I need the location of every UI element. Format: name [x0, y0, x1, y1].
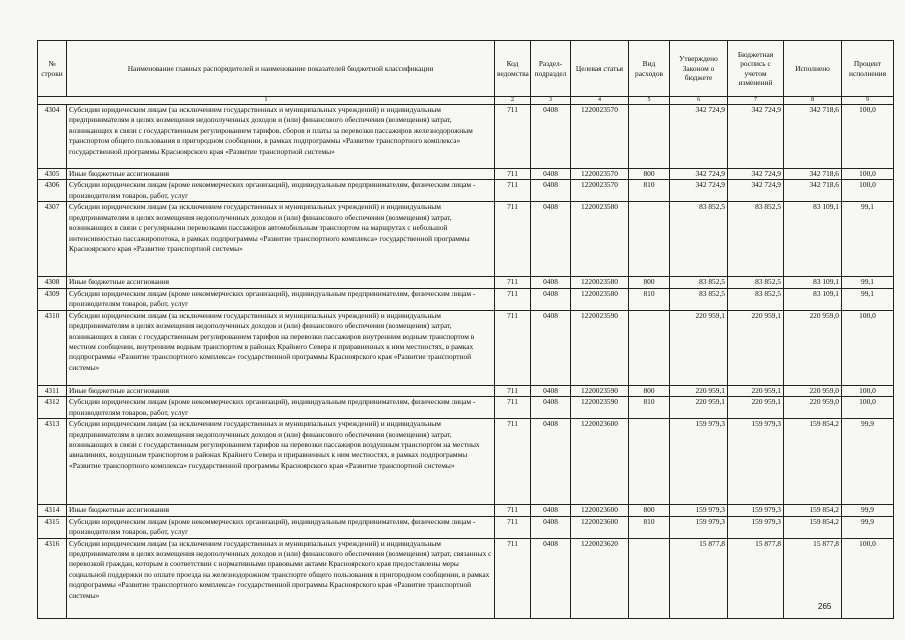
table-row — [38, 516, 894, 538]
budget-schedule-cell: 220 959,1 — [728, 397, 784, 419]
row-name-cell: Субсидии юридическим лицам (кроме некоммерческих организаций), индивидуальным предпринимателям, физическим лицам - производителям товаров, работ, услуг — [67, 180, 495, 202]
expense-type-cell — [629, 202, 670, 277]
target-article-cell: 1220023580 — [571, 202, 629, 277]
table-row — [38, 385, 894, 396]
table-row — [38, 538, 894, 618]
header-approved: Утверждено Законом о бюджете — [670, 41, 728, 97]
expense-type-cell — [629, 105, 670, 169]
target-article-cell: 1220023600 — [571, 516, 629, 538]
column-number: 5 — [629, 97, 670, 105]
department-code-cell: 711 — [495, 505, 531, 516]
department-code-cell: 711 — [495, 419, 531, 505]
executed-amount-cell: 220 959,0 — [784, 310, 842, 385]
column-number: 2 — [495, 97, 531, 105]
budget-schedule-cell: 220 959,1 — [728, 385, 784, 396]
row-number-cell: 4306 — [38, 180, 67, 202]
column-number: 7 — [728, 97, 784, 105]
section-code-cell: 0408 — [531, 397, 571, 419]
section-code-cell: 0408 — [531, 419, 571, 505]
header-row-number: № строки — [38, 41, 67, 97]
header-name: Наименование главных распорядителей и наименование показателей бюджетной классификации — [67, 41, 495, 97]
section-code-cell: 0408 — [531, 288, 571, 310]
percent-cell: 100,0 — [842, 538, 894, 618]
row-number-cell: 4315 — [38, 516, 67, 538]
table-row — [38, 419, 894, 505]
percent-cell: 99,9 — [842, 516, 894, 538]
target-article-cell: 1220023600 — [571, 505, 629, 516]
header-expense-type: Вид расходов — [629, 41, 670, 97]
row-name-cell: Субсидии юридическим лицам (за исключением государственных и муниципальных учреждений) и индивидуальным предпринимателям в целях возмещения недополученных доходов и (или) финансового обеспечения (возмещения) затрат, возникающих в связи с государственным регулированием тарифов на перевозки пассажиров воздушным транспортом на местных авиалиниях, воздушным транспортом в районах Крайнего Севера и приравненных к ним местностях, в рамках подпрограммы «Развитие транспортного комплекса» государственной программы Красноярского края «Развитие транспортной системы» — [67, 419, 495, 505]
row-name-cell: Субсидии юридическим лицам (за исключением государственных и муниципальных учреждений) и индивидуальным предпринимателям в целях возмещения недополученных доходов и (или) финансового обеспечения (возмещения) затрат, связанных с перевозкой граждан, которым в соответствии с нормативными правовыми актами Красноярского края предоставлены меры социальной поддержки по оплате проезда на железнодорожном транспорте общего пользования в пригородном сообщении, в рамках подпрограммы «Развитие транспортного комплекса» государственной программы Красноярского края «Развитие транспортной системы» — [67, 538, 495, 618]
budget-schedule-cell: 159 979,3 — [728, 419, 784, 505]
table-row — [38, 277, 894, 288]
approved-amount-cell: 159 979,3 — [670, 419, 728, 505]
expense-type-cell: 800 — [629, 169, 670, 180]
budget-schedule-cell: 342 724,9 — [728, 180, 784, 202]
budget-schedule-cell: 342 724,9 — [728, 169, 784, 180]
page-number: 265 — [818, 602, 832, 611]
executed-amount-cell: 220 959,0 — [784, 397, 842, 419]
executed-amount-cell: 83 109,1 — [784, 202, 842, 277]
row-number-cell: 4313 — [38, 419, 67, 505]
percent-cell: 99,9 — [842, 419, 894, 505]
approved-amount-cell: 220 959,1 — [670, 385, 728, 396]
target-article-cell: 1220023580 — [571, 277, 629, 288]
executed-amount-cell: 159 854,2 — [784, 419, 842, 505]
percent-cell: 100,0 — [842, 169, 894, 180]
header-department-code: Код ведомства — [495, 41, 531, 97]
target-article-cell: 1220023570 — [571, 105, 629, 169]
department-code-cell: 711 — [495, 538, 531, 618]
approved-amount-cell: 342 724,9 — [670, 105, 728, 169]
row-number-cell: 4312 — [38, 397, 67, 419]
section-code-cell: 0408 — [531, 310, 571, 385]
section-code-cell: 0408 — [531, 516, 571, 538]
section-code-cell: 0408 — [531, 277, 571, 288]
target-article-cell: 1220023590 — [571, 385, 629, 396]
section-code-cell: 0408 — [531, 385, 571, 396]
percent-cell: 100,0 — [842, 397, 894, 419]
department-code-cell: 711 — [495, 516, 531, 538]
department-code-cell: 711 — [495, 169, 531, 180]
percent-cell: 100,0 — [842, 180, 894, 202]
table-row — [38, 288, 894, 310]
budget-table — [37, 40, 894, 619]
executed-amount-cell: 83 109,1 — [784, 277, 842, 288]
department-code-cell: 711 — [495, 310, 531, 385]
row-number-cell: 4307 — [38, 202, 67, 277]
department-code-cell: 711 — [495, 397, 531, 419]
table-row — [38, 397, 894, 419]
row-name-cell: Иные бюджетные ассигнования — [67, 505, 495, 516]
column-number: 1 — [38, 97, 495, 105]
row-number-cell: 4304 — [38, 105, 67, 169]
approved-amount-cell: 220 959,1 — [670, 310, 728, 385]
column-number: 3 — [531, 97, 571, 105]
budget-schedule-cell: 159 979,3 — [728, 505, 784, 516]
approved-amount-cell: 342 724,9 — [670, 169, 728, 180]
row-number-cell: 4314 — [38, 505, 67, 516]
table-body — [38, 105, 894, 619]
approved-amount-cell: 83 852,5 — [670, 288, 728, 310]
table-row — [38, 202, 894, 277]
expense-type-cell: 810 — [629, 288, 670, 310]
header-executed: Исполнено — [784, 41, 842, 97]
row-name-cell: Субсидии юридическим лицам (кроме некоммерческих организаций), индивидуальным предпринимателям, физическим лицам - производителям товаров, работ, услуг — [67, 397, 495, 419]
department-code-cell: 711 — [495, 202, 531, 277]
percent-cell: 100,0 — [842, 310, 894, 385]
row-name-cell: Иные бюджетные ассигнования — [67, 385, 495, 396]
percent-cell: 99,9 — [842, 505, 894, 516]
table-row — [38, 169, 894, 180]
section-code-cell: 0408 — [531, 180, 571, 202]
approved-amount-cell: 83 852,5 — [670, 277, 728, 288]
row-name-cell: Субсидии юридическим лицам (за исключением государственных и муниципальных учреждений) и индивидуальным предпринимателям в целях возмещения недополученных доходов и (или) финансового обеспечения (возмещения) затрат, возникающих в связи с регулярными перевозками пассажиров автомобильным транспортом на маршрутах с небольшой интенсивностью пассажиропотока, в рамках подпрограммы «Развитие транспортного комплекса» государственной программы Красноярского края «Развитие транспортной системы» — [67, 202, 495, 277]
approved-amount-cell: 159 979,3 — [670, 505, 728, 516]
budget-schedule-cell: 15 877,8 — [728, 538, 784, 618]
header-target-article: Целевая статья — [571, 41, 629, 97]
row-number-cell: 4308 — [38, 277, 67, 288]
percent-cell: 99,1 — [842, 277, 894, 288]
column-number-row — [38, 97, 894, 105]
budget-schedule-cell: 342 724,9 — [728, 105, 784, 169]
approved-amount-cell: 15 877,8 — [670, 538, 728, 618]
approved-amount-cell: 159 979,3 — [670, 516, 728, 538]
budget-schedule-cell: 220 959,1 — [728, 310, 784, 385]
column-number: 9 — [842, 97, 894, 105]
table-row — [38, 180, 894, 202]
target-article-cell: 1220023570 — [571, 180, 629, 202]
section-code-cell: 0408 — [531, 169, 571, 180]
section-code-cell: 0408 — [531, 105, 571, 169]
column-number: 4 — [571, 97, 629, 105]
target-article-cell: 1220023620 — [571, 538, 629, 618]
department-code-cell: 711 — [495, 277, 531, 288]
row-name-cell: Субсидии юридическим лицам (кроме некоммерческих организаций), индивидуальным предпринимателям, физическим лицам - производителям товаров, работ, услуг — [67, 288, 495, 310]
row-number-cell: 4310 — [38, 310, 67, 385]
expense-type-cell: 800 — [629, 505, 670, 516]
target-article-cell: 1220023600 — [571, 419, 629, 505]
approved-amount-cell: 83 852,5 — [670, 202, 728, 277]
approved-amount-cell: 220 959,1 — [670, 397, 728, 419]
budget-schedule-cell: 83 852,5 — [728, 277, 784, 288]
executed-amount-cell: 342 718,6 — [784, 169, 842, 180]
row-number-cell: 4305 — [38, 169, 67, 180]
department-code-cell: 711 — [495, 180, 531, 202]
budget-schedule-cell: 83 852,5 — [728, 202, 784, 277]
column-number: 8 — [784, 97, 842, 105]
approved-amount-cell: 342 724,9 — [670, 180, 728, 202]
executed-amount-cell: 15 877,8 — [784, 538, 842, 618]
target-article-cell: 1220023570 — [571, 169, 629, 180]
row-name-cell: Субсидии юридическим лицам (за исключением государственных и муниципальных учреждений) и индивидуальным предпринимателям в целях возмещения недополученных доходов и (или) финансового обеспечения (возмещения) затрат, возникающих в связи с государственным регулированием тарифов, сборов и платы за перевозки пассажиров железнодорожным транспортом общего пользования в пригородном сообщении, в рамках подпрограммы «Развитие транспортного комплекса» государственной программы Красноярского края «Развитие транспортной системы» — [67, 105, 495, 169]
section-code-cell: 0408 — [531, 202, 571, 277]
target-article-cell: 1220023590 — [571, 397, 629, 419]
executed-amount-cell: 159 854,2 — [784, 505, 842, 516]
header-budget-schedule: Бюджетная роспись с учетом изменений — [728, 41, 784, 97]
department-code-cell: 711 — [495, 385, 531, 396]
target-article-cell: 1220023590 — [571, 310, 629, 385]
department-code-cell: 711 — [495, 288, 531, 310]
column-number: 6 — [670, 97, 728, 105]
row-number-cell: 4311 — [38, 385, 67, 396]
budget-schedule-cell: 159 979,3 — [728, 516, 784, 538]
table-row — [38, 505, 894, 516]
header-section: Раздел- подраздел — [531, 41, 571, 97]
section-code-cell: 0408 — [531, 505, 571, 516]
percent-cell: 99,1 — [842, 288, 894, 310]
row-number-cell: 4309 — [38, 288, 67, 310]
table-row — [38, 310, 894, 385]
header-percent: Процент исполнения — [842, 41, 894, 97]
section-code-cell: 0408 — [531, 538, 571, 618]
expense-type-cell: 800 — [629, 385, 670, 396]
row-name-cell: Иные бюджетные ассигнования — [67, 277, 495, 288]
expense-type-cell — [629, 419, 670, 505]
expense-type-cell: 810 — [629, 180, 670, 202]
percent-cell: 99,1 — [842, 202, 894, 277]
percent-cell: 100,0 — [842, 385, 894, 396]
expense-type-cell — [629, 310, 670, 385]
budget-schedule-cell: 83 852,5 — [728, 288, 784, 310]
row-name-cell: Иные бюджетные ассигнования — [67, 169, 495, 180]
executed-amount-cell: 220 959,0 — [784, 385, 842, 396]
department-code-cell: 711 — [495, 105, 531, 169]
expense-type-cell: 810 — [629, 397, 670, 419]
row-number-cell: 4316 — [38, 538, 67, 618]
executed-amount-cell: 83 109,1 — [784, 288, 842, 310]
executed-amount-cell: 342 718,6 — [784, 180, 842, 202]
row-name-cell: Субсидии юридическим лицам (кроме некоммерческих организаций), индивидуальным предпринимателям, физическим лицам - производителям товаров, работ, услуг — [67, 516, 495, 538]
executed-amount-cell: 342 718,6 — [784, 105, 842, 169]
expense-type-cell — [629, 538, 670, 618]
row-name-cell: Субсидии юридическим лицам (за исключением государственных и муниципальных учреждений) и индивидуальным предпринимателям в целях возмещения недополученных доходов и (или) финансового обеспечения (возмещения) затрат, возникающих в связи с государственным регулированием тарифов на перевозки пассажиров внутренним водным транспортом в местном сообщении, внутренним водным транспортом в районах Крайнего Севера и приравненных к ним местностях, в рамках подпрограммы «Развитие транспортного комплекса» государственной программы Красноярского края «Развитие транспортной системы» — [67, 310, 495, 385]
header-row — [38, 41, 894, 97]
target-article-cell: 1220023580 — [571, 288, 629, 310]
expense-type-cell: 800 — [629, 277, 670, 288]
executed-amount-cell: 159 854,2 — [784, 516, 842, 538]
expense-type-cell: 810 — [629, 516, 670, 538]
table-row — [38, 105, 894, 169]
percent-cell: 100,0 — [842, 105, 894, 169]
